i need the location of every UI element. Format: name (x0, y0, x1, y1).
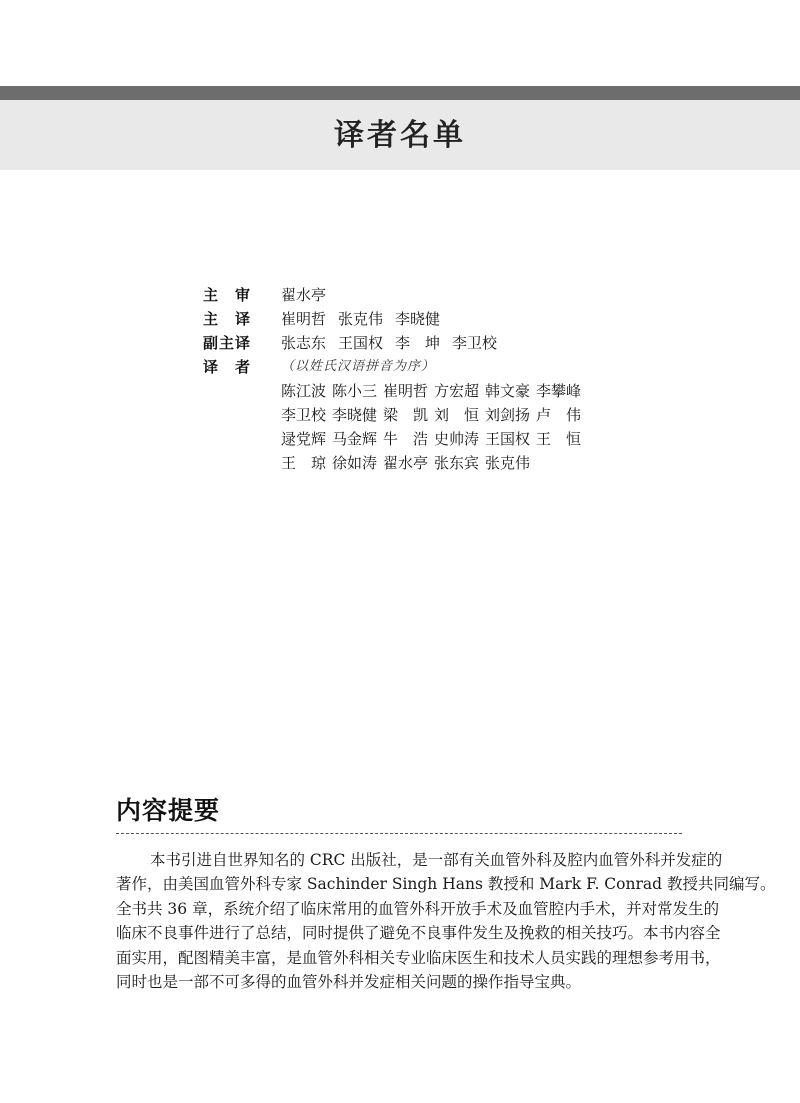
person-name: 王国权 (338, 334, 384, 352)
summary-line: 临床不良事件进行了总结，同时提供了避免不良事件发生及挽救的相关技巧。本书内容全 (116, 924, 721, 943)
person-name: 陈江波 (281, 382, 327, 400)
name-grid-row (281, 451, 587, 475)
person-name: 马金辉 (332, 430, 378, 448)
header-dark-bar (0, 86, 800, 100)
person-name: 逯党辉 (281, 430, 327, 448)
person-name: 张志东 (281, 334, 327, 352)
summary-heading: 内容提要 (116, 796, 221, 825)
ordering-note: （以姓氏汉语拼音为序） (281, 359, 436, 374)
summary-line: 同时也是一部不可多得的血管外科并发症相关问题的操作指导宝典。 (116, 973, 582, 992)
person-name: 韩文豪 (485, 382, 531, 400)
person-name: 崔明哲 (281, 310, 327, 328)
role-label: 译 者 (203, 358, 252, 376)
person-name: 方宏超 (434, 382, 480, 400)
person-name: 卢 伟 (536, 406, 582, 424)
names (281, 283, 338, 307)
person-name: 王 恒 (536, 430, 582, 448)
translators-row (203, 355, 587, 379)
person-name: 崔明哲 (383, 382, 429, 400)
person-name: 陈小三 (332, 382, 378, 400)
summary-line: 著作，由美国血管外科专家 Sachinder Singh Hans 教授和 Mark F. Conrad 教授共同编写。 (116, 875, 776, 894)
person-name: 李卫校 (452, 334, 498, 352)
person-name: 王 琼 (281, 454, 327, 472)
summary-line: 全书共 36 章，系统介绍了临床常用的血管外科开放手术及血管腔内手术，并对常发生的 (116, 899, 720, 918)
person-name: 李晓健 (332, 406, 378, 424)
names (281, 331, 509, 355)
translator-name-grid (281, 379, 587, 475)
person-name: 刘剑扬 (485, 406, 531, 424)
role-label: 主 审 (203, 286, 252, 304)
person-name: 张克伟 (485, 454, 531, 472)
person-name: 刘 恒 (434, 406, 480, 424)
role-label: 主 译 (203, 310, 252, 328)
person-name: 牛 浩 (383, 430, 429, 448)
dotted-divider (116, 833, 682, 834)
person-name: 张克伟 (338, 310, 384, 328)
person-name: 徐如涛 (332, 454, 378, 472)
person-name: 梁 凯 (383, 406, 429, 424)
person-name: 王国权 (485, 430, 531, 448)
person-name: 翟水亭 (383, 454, 429, 472)
person-name: 翟水亭 (281, 286, 327, 304)
summary-line: 面实用，配图精美丰富，是血管外科相关专业临床医生和技术人员实践的理想参考用书， (116, 948, 721, 967)
person-name: 李攀峰 (536, 382, 582, 400)
name-grid-row (281, 379, 587, 403)
translator-list (203, 283, 587, 475)
summary-line: 本书引进自世界知名的 CRC 出版社，是一部有关血管外科及腔内血管外科并发症的 (150, 851, 723, 869)
name-grid-row (281, 403, 587, 427)
names (281, 307, 452, 331)
person-name: 张东宾 (434, 454, 480, 472)
deputy-translator-row (203, 331, 587, 355)
page-title: 译者名单 (334, 118, 466, 153)
role-label: 副主译 (203, 334, 252, 352)
summary-paragraph (116, 848, 776, 994)
person-name: 李卫校 (281, 406, 327, 424)
chief-translator-row (203, 307, 587, 331)
person-name: 史帅涛 (434, 430, 480, 448)
chief-reviewer-row (203, 283, 587, 307)
name-grid-row (281, 427, 587, 451)
person-name: 李 坤 (395, 334, 441, 352)
person-name: 李晓健 (395, 310, 441, 328)
